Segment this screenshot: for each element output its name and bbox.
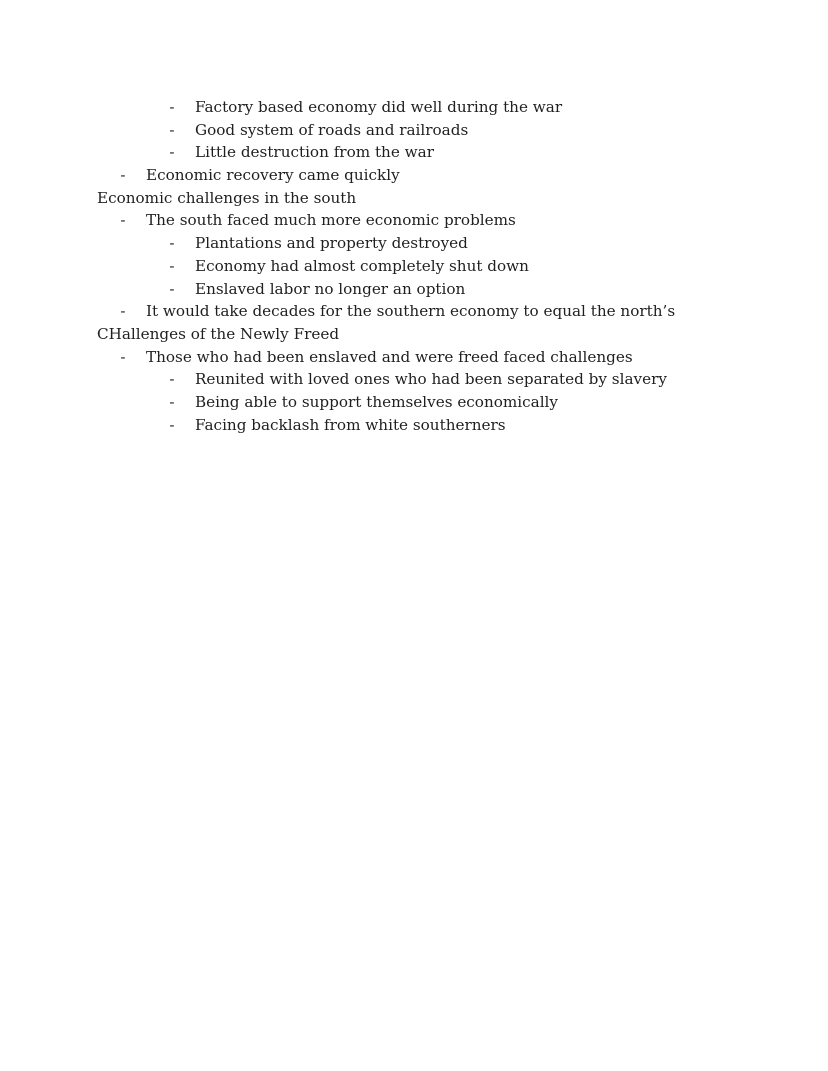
bullet-dash: - [120,166,126,185]
list-item-text: Facing backlash from white southerners [195,415,506,434]
bullet-dash: - [169,256,175,275]
bullet-dash: - [169,392,175,411]
list-item [0,255,828,278]
section-heading [0,323,828,346]
bullet-dash: - [120,302,126,321]
list-item [0,278,828,301]
bullet-dash: - [169,415,175,434]
bullet-dash: - [120,347,126,366]
list-item-text: Reunited with loved ones who had been separated by slavery [195,370,667,389]
list-item-text: The south faced much more economic problems [146,211,516,230]
list-item [0,391,828,414]
list-item-text: Factory based economy did well during the war [195,98,563,116]
section-heading-text: Economic challenges in the south [97,188,357,207]
list-item [0,232,828,255]
list-item-text: Economy had almost completely shut down [195,256,529,275]
bullet-dash: - [169,120,175,139]
list-item-text: Little destruction from the war [195,143,434,162]
section-heading-text: CHallenges of the Newly Freed [97,324,340,343]
bullet-dash: - [169,234,175,253]
bullet-dash: - [169,370,175,389]
section-heading [0,187,828,210]
bullet-dash: - [120,211,126,230]
list-item [0,119,828,142]
list-item-text: Those who had been enslaved and were freed faced challenges [146,347,633,366]
list-item-text: It would take decades for the southern economy to equal the north’s [146,302,676,321]
list-item-text: Being able to support themselves economically [195,392,558,411]
list-item [0,209,828,232]
notes-outline [0,96,828,436]
list-item-text: Good system of roads and railroads [195,120,469,139]
list-item [0,414,828,437]
list-item [0,368,828,391]
list-item [0,141,828,164]
list-item [0,346,828,369]
list-item [0,164,828,187]
bullet-dash: - [169,279,175,298]
list-item-text: Enslaved labor no longer an option [195,279,466,298]
list-item-text: Economic recovery came quickly [146,166,400,185]
bullet-dash: - [169,98,175,116]
list-item-text: Plantations and property destroyed [195,234,468,253]
bullet-dash: - [169,143,175,162]
list-item [0,300,828,323]
list-item [0,96,828,119]
